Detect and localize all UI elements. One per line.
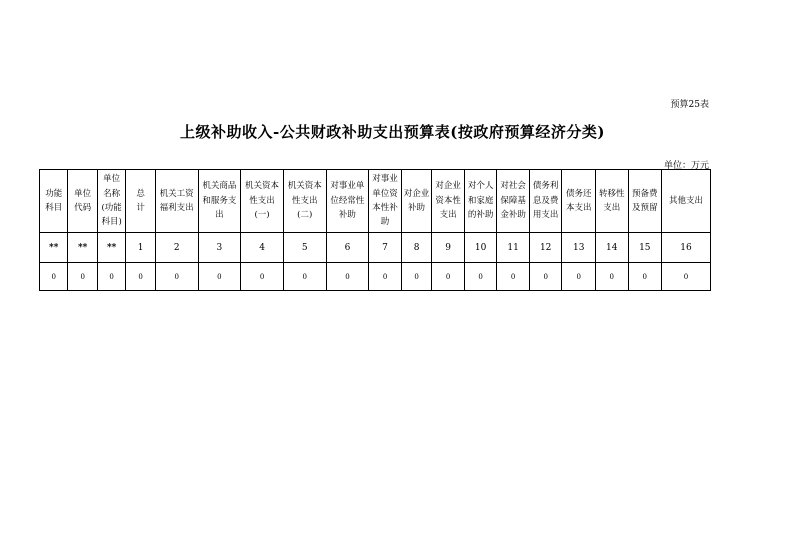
column-header: 对企业补助 [401, 170, 432, 233]
table-cell: 0 [241, 263, 284, 291]
table-cell: 0 [497, 263, 530, 291]
table-cell: 0 [662, 263, 711, 291]
table-cell: 0 [432, 263, 465, 291]
table-cell: 8 [401, 233, 432, 263]
column-header: 机关商品和服务支出 [198, 170, 241, 233]
column-header: 机关资本性支出(一) [241, 170, 284, 233]
table-cell: 14 [595, 233, 628, 263]
table-cell: 0 [628, 263, 662, 291]
table-cell: ** [97, 233, 125, 263]
column-header: 转移性支出 [595, 170, 628, 233]
table-cell: 0 [126, 263, 155, 291]
column-header: 单位名称(功能科目) [97, 170, 125, 233]
table-cell: 0 [464, 263, 497, 291]
header-row [40, 170, 711, 233]
unit-label: 单位：万元 [663, 161, 709, 171]
table-cell: 1 [126, 233, 155, 263]
budget-table [39, 169, 711, 291]
table-cell: 0 [198, 263, 241, 291]
table-cell: 0 [155, 263, 198, 291]
table-cell: 0 [529, 263, 562, 291]
page-title: 上级补助收入-公共财政补助支出预算表(按政府预算经济分类) [180, 123, 605, 141]
table-cell: 11 [497, 233, 530, 263]
table-cell: 9 [432, 233, 465, 263]
column-header: 债务还本支出 [562, 170, 596, 233]
table-row [40, 263, 711, 291]
table-cell: 0 [326, 263, 369, 291]
table-cell: 15 [628, 233, 662, 263]
table-cell: 7 [369, 233, 402, 263]
table-cell: 4 [241, 233, 284, 263]
table-cell: 2 [155, 233, 198, 263]
column-header: 债务利息及费用支出 [529, 170, 562, 233]
table-cell: 6 [326, 233, 369, 263]
column-header: 机关工资福利支出 [155, 170, 198, 233]
column-header: 单位代码 [68, 170, 97, 233]
table-cell: 0 [562, 263, 596, 291]
table-cell: 10 [464, 233, 497, 263]
column-header: 对事业单位资本性补助 [369, 170, 402, 233]
table-cell: 12 [529, 233, 562, 263]
table-cell: 0 [595, 263, 628, 291]
column-header: 功能科目 [40, 170, 68, 233]
column-header: 对事业单位经常性补助 [326, 170, 369, 233]
column-header: 对社会保障基金补助 [497, 170, 530, 233]
column-header: 机关资本性支出(二) [283, 170, 326, 233]
table-number: 预算25表 [670, 100, 709, 110]
table-cell: 0 [97, 263, 125, 291]
column-header: 总计 [126, 170, 155, 233]
table-cell: 0 [68, 263, 97, 291]
table-cell: ** [68, 233, 97, 263]
table-cell: 5 [283, 233, 326, 263]
table-cell: 0 [369, 263, 402, 291]
table-cell: 0 [283, 263, 326, 291]
table-cell: 3 [198, 233, 241, 263]
column-header: 其他支出 [662, 170, 711, 233]
column-header: 对企业资本性支出 [432, 170, 465, 233]
column-code-row [40, 233, 711, 263]
column-header: 对个人和家庭的补助 [464, 170, 497, 233]
table-cell: 0 [401, 263, 432, 291]
table-cell: ** [40, 233, 68, 263]
table-cell: 13 [562, 233, 596, 263]
table-cell: 0 [40, 263, 68, 291]
column-header: 预备费及预留 [628, 170, 662, 233]
table-cell: 16 [662, 233, 711, 263]
